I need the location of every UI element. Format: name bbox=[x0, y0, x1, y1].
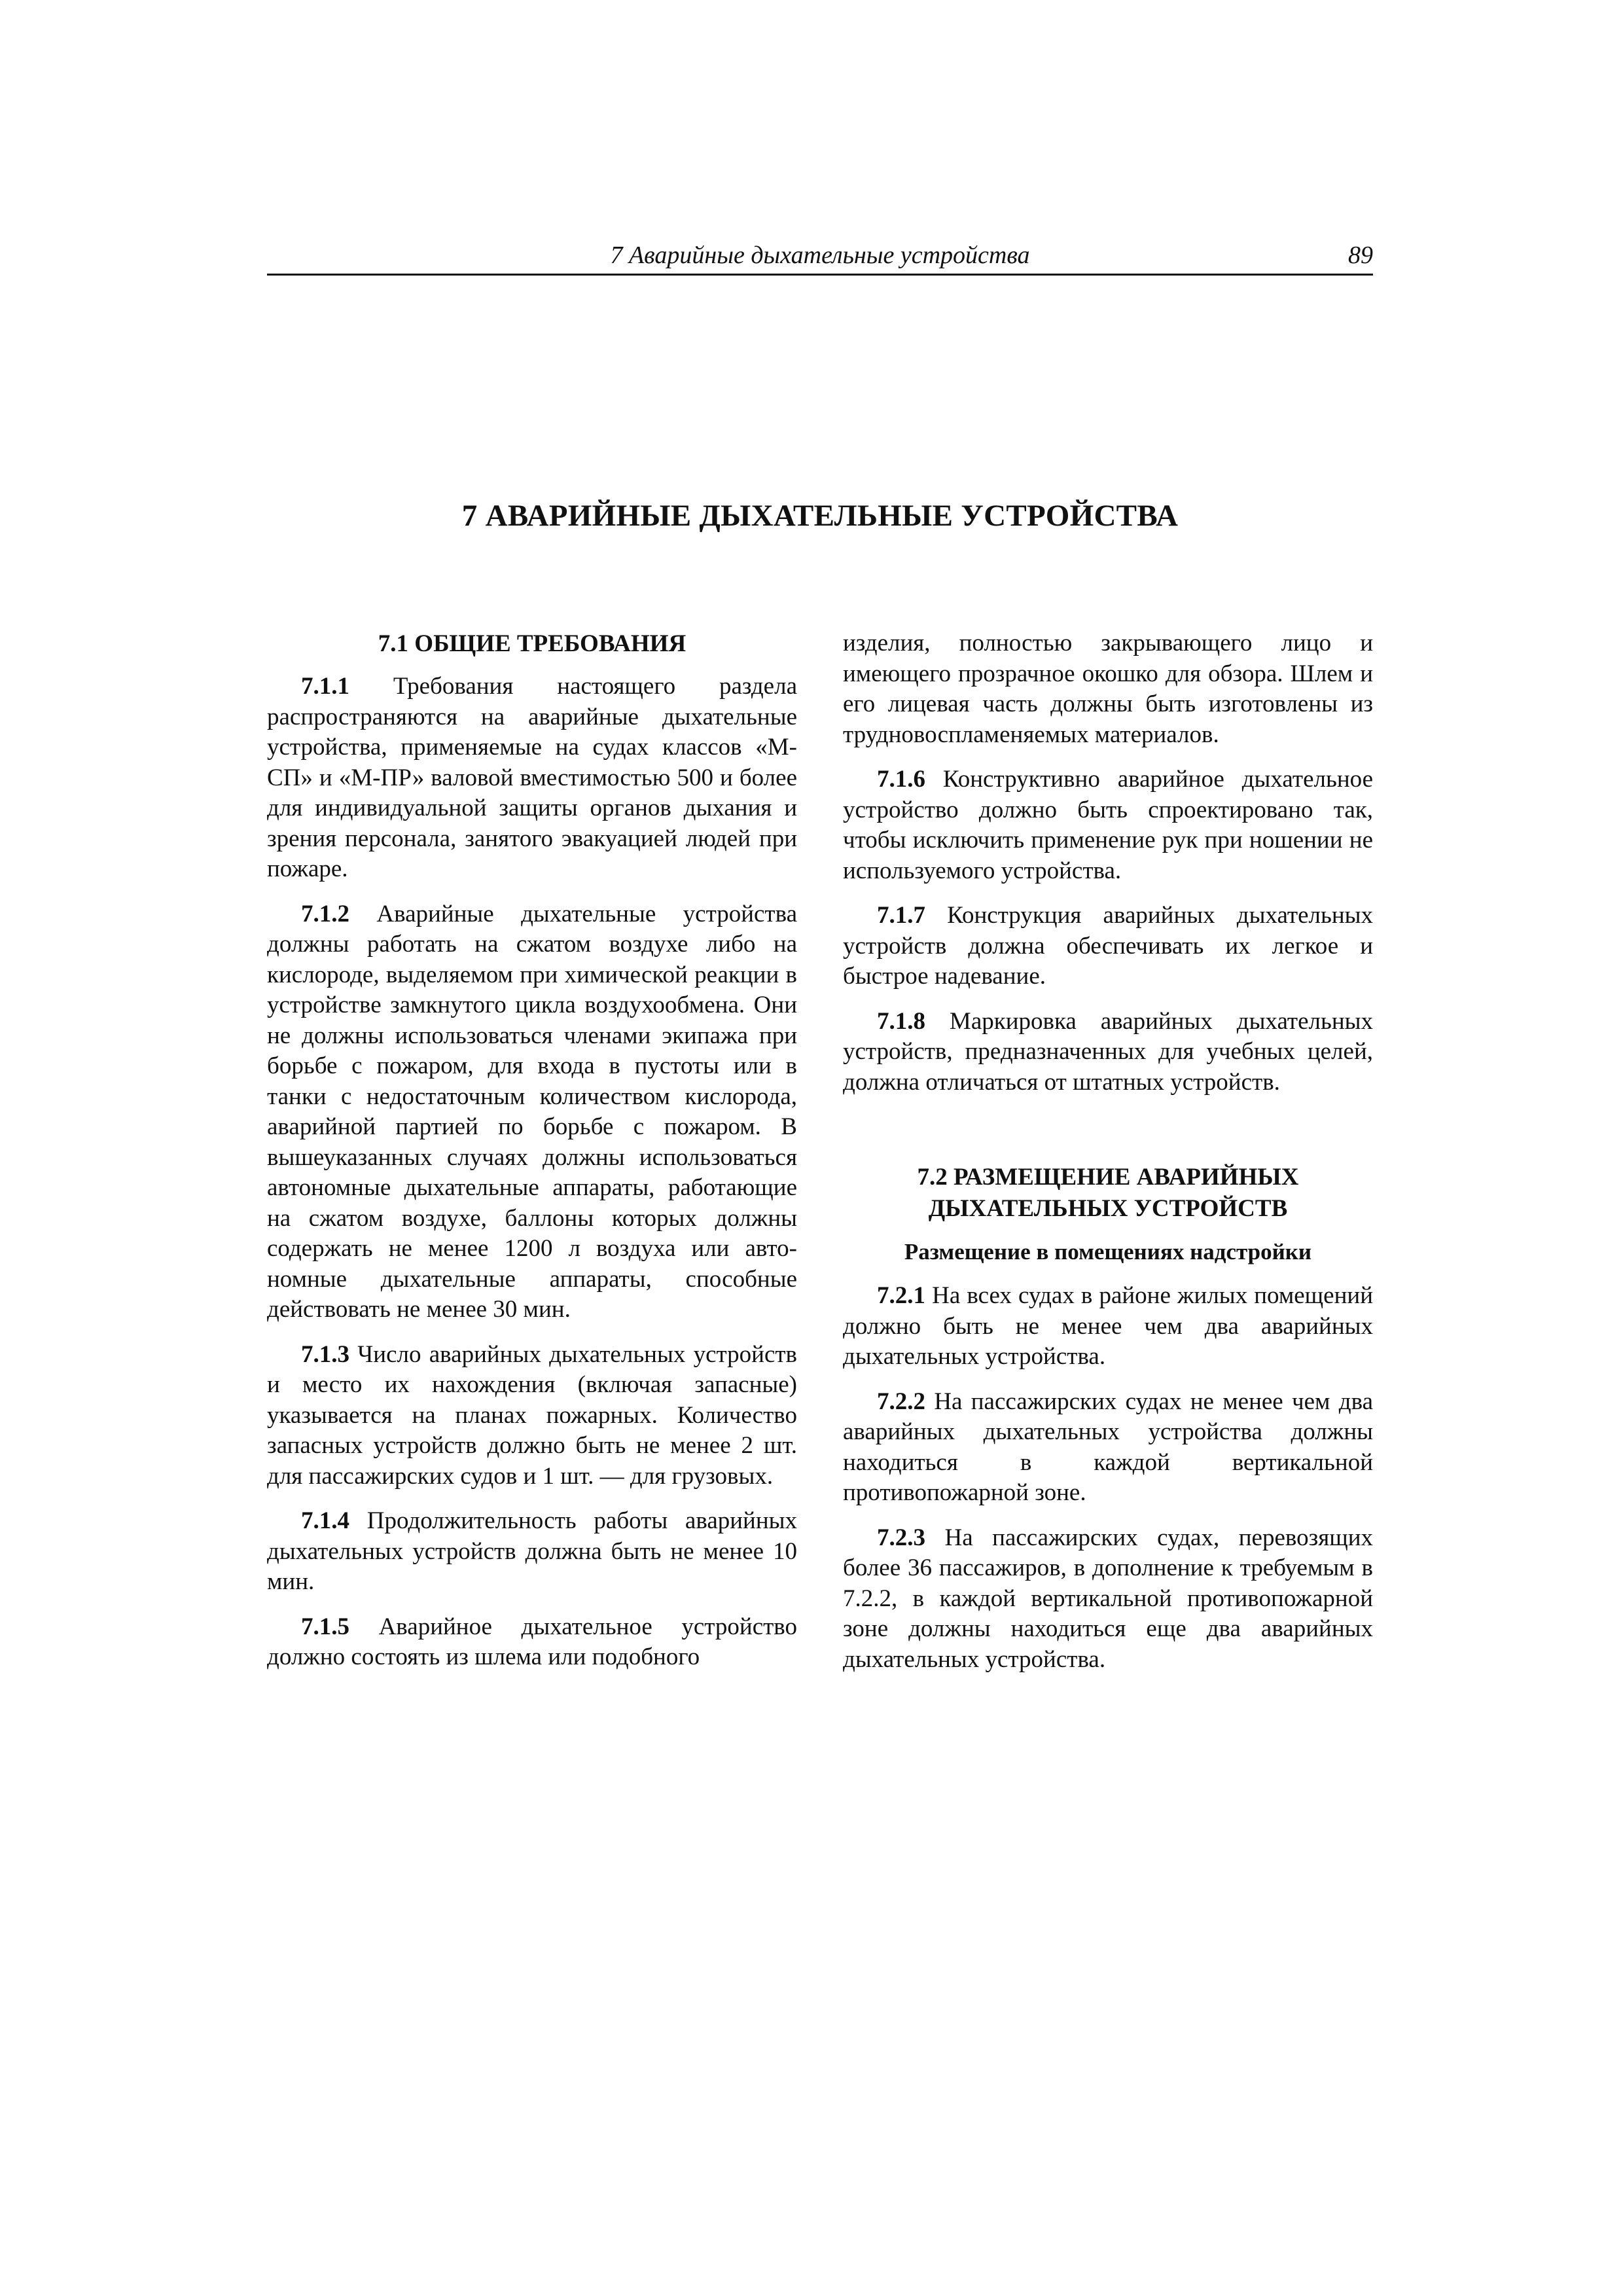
paragraph-text: Маркировка аварийных дыхательных устройств, предназначенных для учебных целей, должна отличаться от штатных устройств. bbox=[843, 1007, 1374, 1096]
paragraph-7-1-1 bbox=[267, 672, 797, 885]
paragraph-text: Конструктивно аварийное дыхательное устройство должно быть спроектировано так, чтобы исключить применение рук при ношении не используемого устройства. bbox=[843, 766, 1373, 884]
section-title-line-1: 7.2 РАЗМЕЩЕНИЕ АВАРИЙНЫХ bbox=[917, 1164, 1299, 1191]
section-title-7-2 bbox=[843, 1162, 1373, 1225]
paragraph-7-1-6 bbox=[843, 764, 1373, 886]
running-header bbox=[267, 237, 1373, 274]
paragraph-number: 7.1.5 bbox=[301, 1613, 349, 1640]
paragraph-text: Число аварийных дыхательных устройств и место их нахождения (включая запасные) указывается на планах пожарных. Количество запасных устройств должно быть не менее 2 шт. для пассажирских судов и 1 шт. — для грузовых. bbox=[267, 1340, 798, 1490]
paragraph-7-1-4 bbox=[267, 1506, 797, 1598]
left-column bbox=[267, 628, 797, 1687]
paragraph-text: На всех судах в районе жилых помещений должно быть не менее чем два аварийных дыхательных устройства. bbox=[843, 1282, 1373, 1370]
paragraph-text: Требования настоящего раздела распространяются на аварийные дыхательные устройства, применяемые на судах классов «М-СП» и «М-ПР» валовой вместимостью 500 и более для индивидуальной защиты органов дыхания и зрения персонала, занятого эвакуацией людей при пожаре. bbox=[267, 673, 797, 882]
paragraph-text: Аварийное дыхательное устройство должно состоять из шлема или подобного bbox=[267, 1613, 797, 1670]
paragraph-text: Конструкция аварийных дыхательных устройств должна обеспечивать их легкое и быстрое надевание. bbox=[843, 902, 1373, 990]
running-title: 7 Аварийные дыхательные устройства bbox=[610, 242, 1030, 269]
paragraph-number: 7.2.3 bbox=[877, 1524, 925, 1551]
paragraph-7-1-7 bbox=[843, 901, 1373, 992]
paragraph-text: Аварийные дыхательные устройства должны работать на сжатом воздухе либо на кислороде, выделяемом при химической реакции в устройстве замкнутого цикла воздухообмена. Они не должны использоваться членами экипажа при борьбе с пожаром, для входа в пустоты или в танки с недостаточным количеством кислорода, аварийной партией по борьбе с пожаром. В вышеуказанных случаях должны использоваться автономные дыхательные аппараты, работающие на сжатом воздухе, баллоны которых должны содержать не менее 1200 л воздуха или автономные дыхательные аппараты, способные действовать не менее 30 мин. bbox=[267, 900, 797, 1323]
paragraph-number: 7.2.1 bbox=[877, 1282, 925, 1309]
paragraph-7-1-5-continuation: изделия, полностью закрывающего лицо и имеющего прозрачное окошко для обзора. Шлем и его лицевая часть должны быть изготовлены из трудновоспламеняемых материалов. bbox=[843, 630, 1373, 748]
paragraph-text: На пассажирских судах, перевозящих более 36 пассажиров, в дополнение к требуемым в 7.2.2, в каждой вертикальной противопожарной зоне должны находиться еще два аварийных дыхательных устройства. bbox=[843, 1524, 1374, 1673]
paragraph-7-2-3 bbox=[843, 1523, 1373, 1676]
subsection-title: Размещение в помещениях надстройки bbox=[904, 1239, 1312, 1265]
section-title-line-2: ДЫХАТЕЛЬНЫХ УСТРОЙСТВ bbox=[928, 1195, 1288, 1222]
section-title-7-1: 7.1 ОБЩИЕ ТРЕБОВАНИЯ bbox=[378, 630, 687, 657]
paragraph-7-1-8 bbox=[843, 1007, 1373, 1098]
paragraph-7-2-1 bbox=[843, 1281, 1373, 1372]
paragraph-number: 7.1.3 bbox=[301, 1340, 349, 1368]
page-number: 89 bbox=[1348, 242, 1373, 269]
paragraph-text: На пассажирских судах не менее чем два аварийных дыхательных устройства должны находиться в каждой вертикальной противопожарной зоне. bbox=[843, 1388, 1374, 1506]
paragraph-7-1-2 bbox=[267, 899, 797, 1325]
paragraph-7-1-5 bbox=[267, 1612, 797, 1673]
paragraph-number: 7.1.1 bbox=[301, 673, 349, 700]
chapter-title: 7 АВАРИЙНЫЕ ДЫХАТЕЛЬНЫЕ УСТРОЙСТВА bbox=[461, 499, 1179, 533]
paragraph-7-1-3 bbox=[267, 1340, 797, 1492]
paragraph-number: 7.1.2 bbox=[301, 900, 349, 927]
section-spacer bbox=[843, 1112, 1373, 1162]
paragraph-number: 7.1.4 bbox=[301, 1507, 349, 1534]
paragraph-7-2-2 bbox=[843, 1387, 1373, 1509]
right-column bbox=[843, 628, 1373, 1689]
paragraph-text: Продолжительность работы аварийных дыхательных устройств должна быть не менее 10 мин. bbox=[267, 1507, 797, 1595]
paragraph-number: 7.2.2 bbox=[877, 1388, 925, 1415]
paragraph-number: 7.1.8 bbox=[877, 1007, 925, 1035]
paragraph-number: 7.1.6 bbox=[877, 766, 925, 793]
header-rule bbox=[267, 274, 1373, 276]
paragraph-number: 7.1.7 bbox=[877, 902, 925, 929]
